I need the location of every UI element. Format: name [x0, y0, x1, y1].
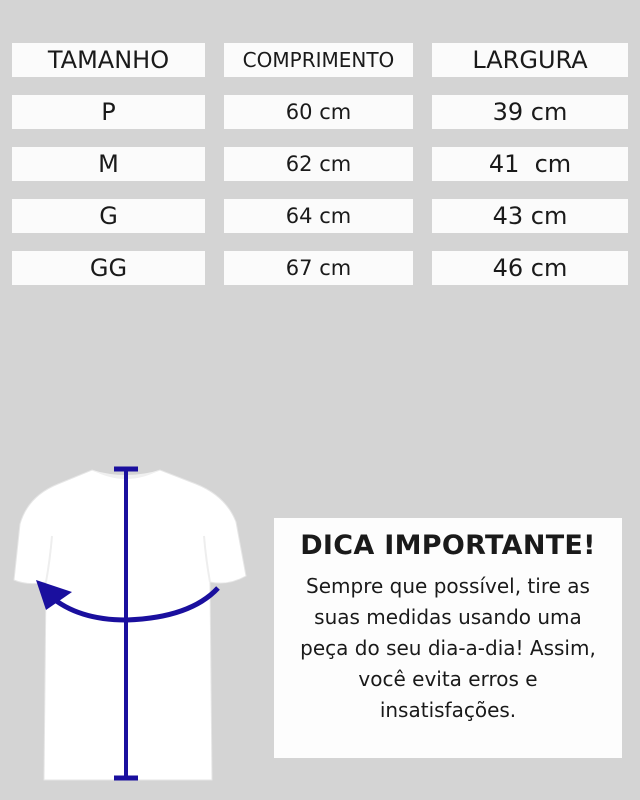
- size-table: [12, 43, 628, 303]
- size-cell: M: [12, 147, 205, 181]
- tshirt-measure-illustration: [0, 440, 260, 800]
- width-cell: 46 cm: [432, 251, 628, 285]
- width-cell: 43 cm: [432, 199, 628, 233]
- tip-body: Sempre que possível, tire as suas medidas usando uma peça do seu dia-a-dia! Assim, você evita erros e insatisfações.: [300, 574, 596, 722]
- size-cell: P: [12, 95, 205, 129]
- length-cell: 64 cm: [224, 199, 413, 233]
- width-cell: 41 cm: [432, 147, 628, 181]
- size-cell: GG: [12, 251, 205, 285]
- header-length: COMPRIMENTO: [224, 43, 413, 77]
- header-width: LARGURA: [432, 43, 628, 77]
- table-row: [12, 147, 628, 181]
- size-cell: G: [12, 199, 205, 233]
- tip-title: DICA IMPORTANTE!: [300, 530, 596, 561]
- width-cell: 39 cm: [432, 95, 628, 129]
- table-row: [12, 95, 628, 129]
- tip-box: [274, 518, 622, 758]
- length-cell: 60 cm: [224, 95, 413, 129]
- header-size: TAMANHO: [12, 43, 205, 77]
- table-row: [12, 251, 628, 285]
- tshirt-shape: [14, 470, 246, 780]
- table-row: [12, 199, 628, 233]
- table-header-row: [12, 43, 628, 77]
- length-cell: 62 cm: [224, 147, 413, 181]
- length-cell: 67 cm: [224, 251, 413, 285]
